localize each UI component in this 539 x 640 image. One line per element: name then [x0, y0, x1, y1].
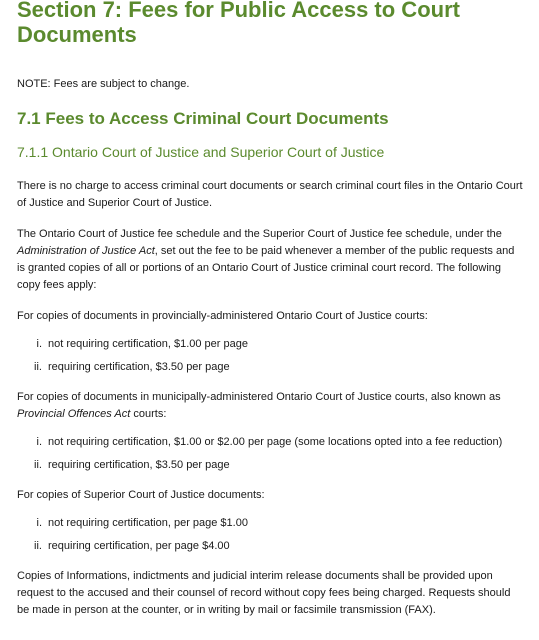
- paragraph-municipal-start: For copies of documents in municipally-administered Ontario Court of Justice courts, also known as: [17, 391, 501, 403]
- paragraph-municipal-end: courts:: [130, 408, 167, 420]
- paragraph-no-charge: There is no charge to access criminal court documents or search criminal court files in the Ontario Court of Justice and Superior Court of Justice.: [17, 180, 523, 209]
- paragraph-superior: For copies of Superior Court of Justice documents:: [17, 489, 265, 501]
- paragraph-fee-schedule-end: , set out the fee to be paid whenever a member of the public requests and is granted copies of all or portions of an Ontario Court of Justice criminal court record. The following copy fees apply:: [17, 245, 515, 291]
- list-item: [17, 360, 523, 375]
- list-item-number: i.: [36, 436, 42, 448]
- list-item-number: ii.: [34, 361, 42, 373]
- list-item: [17, 435, 523, 450]
- act-name-provincial-offences: Provincial Offences Act: [17, 408, 131, 420]
- list-superior-fees: [17, 516, 523, 554]
- list-item-text: not requiring certification, per page $1.00: [48, 517, 248, 529]
- list-item-number: ii.: [34, 540, 42, 552]
- paragraph-fee-schedule: [17, 226, 523, 294]
- list-item: [17, 516, 523, 531]
- list-item-number: i.: [36, 338, 42, 350]
- list-item-text: not requiring certification, $1.00 per page: [48, 338, 248, 350]
- act-name-administration-of-justice: Administration of Justice Act: [17, 245, 155, 257]
- list-item-text: requiring certification, per page $4.00: [48, 540, 230, 552]
- paragraph-provincial: For copies of documents in provincially-administered Ontario Court of Justice courts:: [17, 310, 428, 322]
- list-item-text: requiring certification, $3.50 per page: [48, 459, 230, 471]
- list-item-number: i.: [36, 517, 42, 529]
- list-item-number: ii.: [34, 459, 42, 471]
- section-title: Section 7: Fees for Public Access to Court Documents: [17, 0, 460, 47]
- subsection-title-7-1: 7.1 Fees to Access Criminal Court Documents: [17, 109, 389, 128]
- list-item: [17, 539, 523, 554]
- paragraph-municipal: [17, 389, 523, 423]
- list-item-text: not requiring certification, $1.00 or $2.00 per page (some locations opted into a fee reduction): [48, 436, 503, 448]
- list-item: [17, 458, 523, 473]
- paragraph-fee-schedule-start: The Ontario Court of Justice fee schedule and the Superior Court of Justice fee schedule, under the: [17, 228, 502, 240]
- fees-note: NOTE: Fees are subject to change.: [17, 78, 190, 90]
- list-item-text: requiring certification, $3.50 per page: [48, 361, 230, 373]
- list-municipal-fees: [17, 435, 523, 473]
- list-provincial-fees: [17, 337, 523, 375]
- subsection-title-7-1-1: 7.1.1 Ontario Court of Justice and Superior Court of Justice: [17, 144, 385, 160]
- paragraph-copies-informations: Copies of Informations, indictments and judicial interim release documents shall be provided upon request to the accused and their counsel of record without copy fees being charged. Requests should be made in person at the counter, or in writing by mail or facsimile transmission (FAX).: [17, 570, 511, 616]
- list-item: [17, 337, 523, 352]
